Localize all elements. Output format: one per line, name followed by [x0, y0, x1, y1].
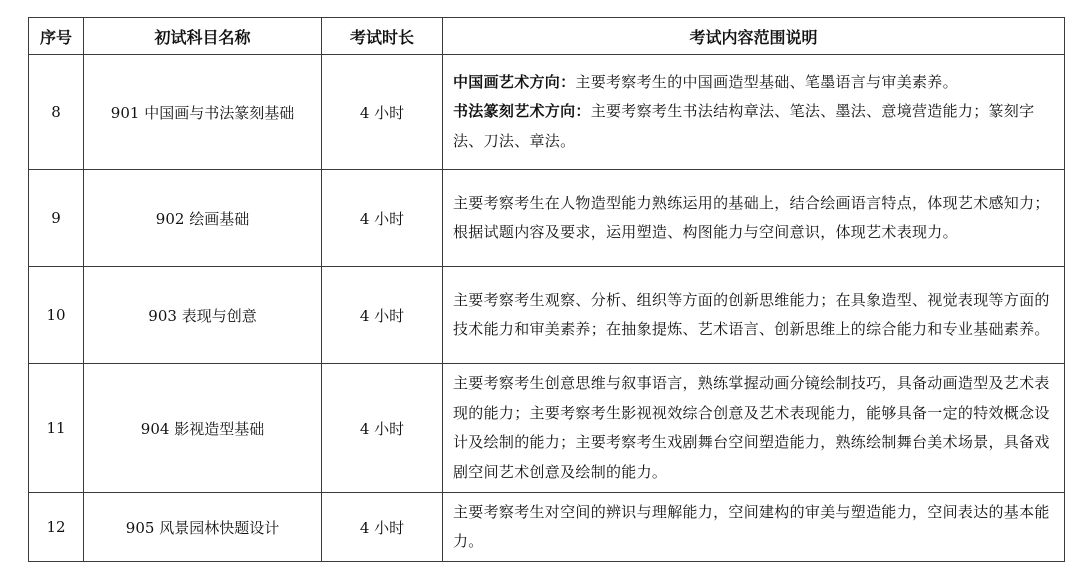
table-row	[29, 55, 1065, 170]
table-row	[29, 267, 1065, 364]
exam-subjects-table-container	[28, 17, 1065, 562]
description-paragraph	[453, 97, 1058, 156]
description-paragraph	[453, 68, 1058, 98]
row-duration: 4 小时	[322, 364, 443, 493]
direction-text: 主要考察考生书法结构章法、笔法、墨法、意境营造能力；篆刻字法、刀法、章法。	[453, 102, 1035, 150]
header-description: 考试内容范围说明	[443, 18, 1065, 55]
row-description: 主要考察考生在人物造型能力熟练运用的基础上，结合绘画语言特点，体现艺术感知力；根据试题内容及要求，运用塑造、构图能力与空间意识，体现艺术表现力。	[443, 170, 1065, 267]
row-duration: 4 小时	[322, 55, 443, 170]
row-subject-name: 904 影视造型基础	[84, 364, 322, 493]
row-description: 主要考察考生对空间的辨识与理解能力，空间建构的审美与塑造能力，空间表达的基本能力。	[443, 493, 1065, 562]
row-num: 10	[29, 267, 84, 364]
row-num: 12	[29, 493, 84, 562]
row-duration: 4 小时	[322, 267, 443, 364]
row-num: 11	[29, 364, 84, 493]
row-num: 9	[29, 170, 84, 267]
direction-label: 中国画艺术方向：	[453, 72, 576, 91]
direction-text: 主要考察考生的中国画造型基础、笔墨语言与审美素养。	[575, 72, 958, 91]
row-description: 主要考察考生创意思维与叙事语言，熟练掌握动画分镜绘制技巧，具备动画造型及艺术表现的能力；主要考察考生影视视效综合创意及艺术表现能力，能够具备一定的特效概念设计及绘制的能力；主要考察考生戏剧舞台空间塑造能力，熟练绘制舞台美术场景，具备戏剧空间艺术创意及绘制的能力。	[443, 364, 1065, 493]
row-subject-name: 903 表现与创意	[84, 267, 322, 364]
row-subject-name: 902 绘画基础	[84, 170, 322, 267]
table-row	[29, 493, 1065, 562]
header-num: 序号	[29, 18, 84, 55]
row-subject-name: 901 中国画与书法篆刻基础	[84, 55, 322, 170]
header-duration: 考试时长	[322, 18, 443, 55]
direction-label: 书法篆刻艺术方向：	[453, 102, 591, 121]
row-description	[443, 55, 1065, 170]
row-description: 主要考察考生观察、分析、组织等方面的创新思维能力；在具象造型、视觉表现等方面的技术能力和审美素养；在抽象提炼、艺术语言、创新思维上的综合能力和专业基础素养。	[443, 267, 1065, 364]
table-row	[29, 170, 1065, 267]
table-header-row	[29, 18, 1065, 55]
row-num: 8	[29, 55, 84, 170]
row-duration: 4 小时	[322, 170, 443, 267]
row-subject-name: 905 风景园林快题设计	[84, 493, 322, 562]
header-subject-name: 初试科目名称	[84, 18, 322, 55]
exam-subjects-table	[28, 17, 1065, 562]
row-duration: 4 小时	[322, 493, 443, 562]
table-row	[29, 364, 1065, 493]
